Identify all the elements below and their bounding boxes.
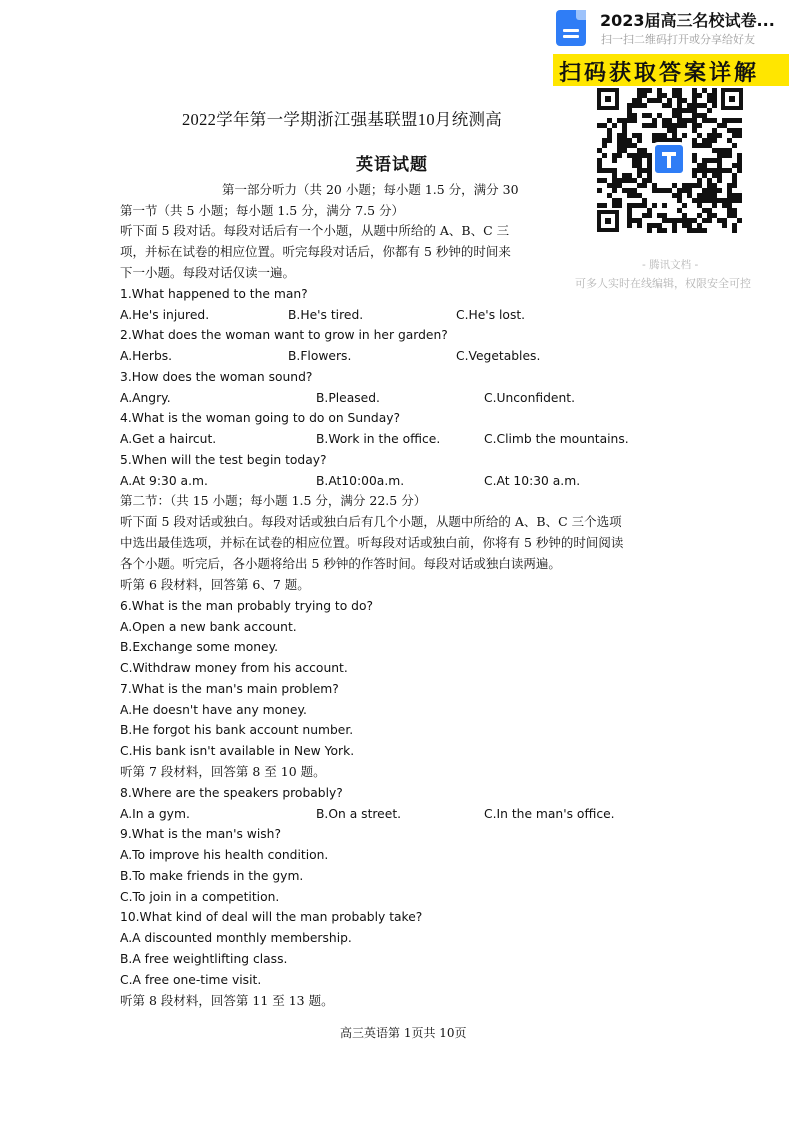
- page-footer: 高三英语第 1页共 10页: [340, 1026, 467, 1040]
- section-heading: 第一节（共 5 小题；每小题 1.5 分，满分 7.5 分）: [120, 203, 405, 218]
- tencent-docs-logo-icon: [652, 142, 686, 176]
- qr-module: [732, 183, 737, 188]
- option: B.Work in the office.: [316, 432, 441, 446]
- overlay-subtitle: 扫一扫二维码打开或分享给好友: [601, 33, 755, 46]
- option: C.Climb the mountains.: [484, 432, 629, 446]
- qr-module: [682, 123, 687, 128]
- question: 3.How does the woman sound?: [120, 370, 313, 384]
- option: A.He's injured.: [120, 308, 210, 322]
- qr-module: [652, 123, 657, 128]
- qr-module: [612, 188, 617, 193]
- qr-module: [612, 158, 617, 163]
- part-heading: 第一部分听力（共 20 小题；每小题 1.5 分，满分 30: [222, 182, 519, 197]
- option: A.He doesn't have any money.: [120, 703, 307, 717]
- watermark-brand: - 腾讯文档 -: [642, 259, 699, 271]
- question: 5.When will the test begin today?: [120, 453, 327, 467]
- option: C.Vegetables.: [456, 349, 541, 363]
- option: B.Flowers.: [288, 349, 352, 363]
- option: B.He's tired.: [288, 308, 364, 322]
- qr-module: [602, 153, 607, 158]
- qr-module: [607, 138, 612, 143]
- question: 8.Where are the speakers probably?: [120, 786, 343, 800]
- option: C.At 10:30 a.m.: [484, 474, 581, 488]
- scan-banner: [553, 54, 789, 86]
- instruction-line: 中选出最佳选项，并标在试卷的相应位置。听每段对话或独白前，你将有 5 秒钟的时间阅读: [120, 535, 624, 550]
- instruction-line: 听下面 5 段对话或独白。每段对话或独白后有几个小题，从题中所给的 A、B、C 三个选项: [120, 514, 622, 529]
- qr-module: [647, 88, 652, 93]
- qr-module: [717, 133, 722, 138]
- qr-module: [717, 178, 722, 183]
- qr-module: [682, 203, 687, 208]
- option: B.He forgot his bank account number.: [120, 723, 354, 737]
- option: B.A free weightlifting class.: [120, 952, 288, 966]
- qr-module: [737, 198, 742, 203]
- qr-module: [662, 203, 667, 208]
- question: 10.What kind of deal will the man probably take?: [120, 910, 423, 924]
- option: C.His bank isn't available in New York.: [120, 744, 355, 758]
- qr-module: [632, 118, 637, 123]
- material-heading: 听第 6 段材料，回答第 6、7 题。: [120, 577, 310, 592]
- option: C.To join in a competition.: [120, 890, 280, 904]
- overlay-title[interactable]: 2023届高三名校试卷...: [600, 11, 775, 30]
- option: A.A discounted monthly membership.: [120, 931, 352, 945]
- qr-module: [737, 168, 742, 173]
- option: B.To make friends in the gym.: [120, 869, 304, 883]
- document-icon: [556, 10, 586, 46]
- qr-module: [672, 228, 677, 233]
- scan-label: 扫码获取答案详解: [559, 60, 760, 86]
- qr-module: [712, 138, 717, 143]
- instruction-line: 下一小题。每段对话仅读一遍。: [120, 265, 296, 280]
- material-heading: 听第 8 段材料，回答第 11 至 13 题。: [120, 993, 334, 1008]
- question: 1.What happened to the man?: [120, 287, 308, 301]
- qr-module: [697, 93, 702, 98]
- option: C.In the man's office.: [484, 807, 615, 821]
- qr-module: [637, 138, 642, 143]
- watermark-note: 可多人实时在线编辑，权限安全可控: [575, 277, 751, 290]
- qr-module: [702, 228, 707, 233]
- option: A.Angry.: [120, 391, 171, 405]
- qr-module: [697, 123, 702, 128]
- qr-module: [662, 228, 667, 233]
- qr-module: [732, 143, 737, 148]
- question: 6.What is the man probably trying to do?: [120, 599, 374, 613]
- option: A.In a gym.: [120, 807, 190, 821]
- option: A.Get a haircut.: [120, 432, 217, 446]
- option: A.At 9:30 a.m.: [120, 474, 208, 488]
- instruction-line: 项，并标在试卷的相应位置。听完每段对话后，你都有 5 秒钟的时间来: [120, 244, 511, 259]
- instruction-line: 听下面 5 段对话。每段对话后有一个小题，从题中所给的 A、B、C 三: [120, 223, 510, 238]
- qr-module: [717, 188, 722, 193]
- qr-module: [642, 103, 647, 108]
- exam-subtitle: 英语试题: [356, 155, 428, 174]
- question: 7.What is the man's main problem?: [120, 682, 339, 696]
- qr-module: [722, 223, 727, 228]
- option: C.He's lost.: [456, 308, 526, 322]
- option: B.At10:00a.m.: [316, 474, 405, 488]
- qr-module: [737, 218, 742, 223]
- qr-module: [642, 183, 647, 188]
- option: A.Herbs.: [120, 349, 173, 363]
- qr-module: [602, 203, 607, 208]
- qr-module: [707, 218, 712, 223]
- qr-module: [647, 228, 652, 233]
- material-heading: 听第 7 段材料，回答第 8 至 10 题。: [120, 764, 326, 779]
- instruction-line: 各个小题。听完后，各小题将给出 5 秒钟的作答时间。每段对话或独白读两遍。: [120, 556, 561, 571]
- option: A.To improve his health condition.: [120, 848, 329, 862]
- option: A.Open a new bank account.: [120, 620, 297, 634]
- qr-module: [712, 103, 717, 108]
- option: B.Pleased.: [316, 391, 380, 405]
- exam-title: 2022学年第一学期浙江强基联盟10月统测高: [182, 110, 503, 129]
- qr-module: [637, 223, 642, 228]
- qr-module: [732, 228, 737, 233]
- qr-module: [682, 133, 687, 138]
- option: B.On a street.: [316, 807, 402, 821]
- option: C.Withdraw money from his account.: [120, 661, 348, 675]
- question: 2.What does the woman want to grow in her garden?: [120, 328, 448, 342]
- qr-module: [652, 203, 657, 208]
- section-heading: 第二节：（共 15 小题；每小题 1.5 分，满分 22.5 分）: [120, 493, 427, 508]
- qr-module: [612, 123, 617, 128]
- qr-module: [737, 133, 742, 138]
- question: 4.What is the woman going to do on Sunday?: [120, 411, 401, 425]
- qr-module: [597, 188, 602, 193]
- qr-module: [647, 213, 652, 218]
- qr-module: [627, 223, 632, 228]
- qr-module: [617, 203, 622, 208]
- option: C.A free one-time visit.: [120, 973, 262, 987]
- qr-module: [602, 143, 607, 148]
- option: C.Unconfident.: [484, 391, 576, 405]
- qr-module: [727, 153, 732, 158]
- qr-module: [712, 203, 717, 208]
- qr-module: [617, 153, 622, 158]
- qr-module: [707, 108, 712, 113]
- qr-module: [737, 118, 742, 123]
- question: 9.What is the man's wish?: [120, 827, 281, 841]
- option: B.Exchange some money.: [120, 640, 279, 654]
